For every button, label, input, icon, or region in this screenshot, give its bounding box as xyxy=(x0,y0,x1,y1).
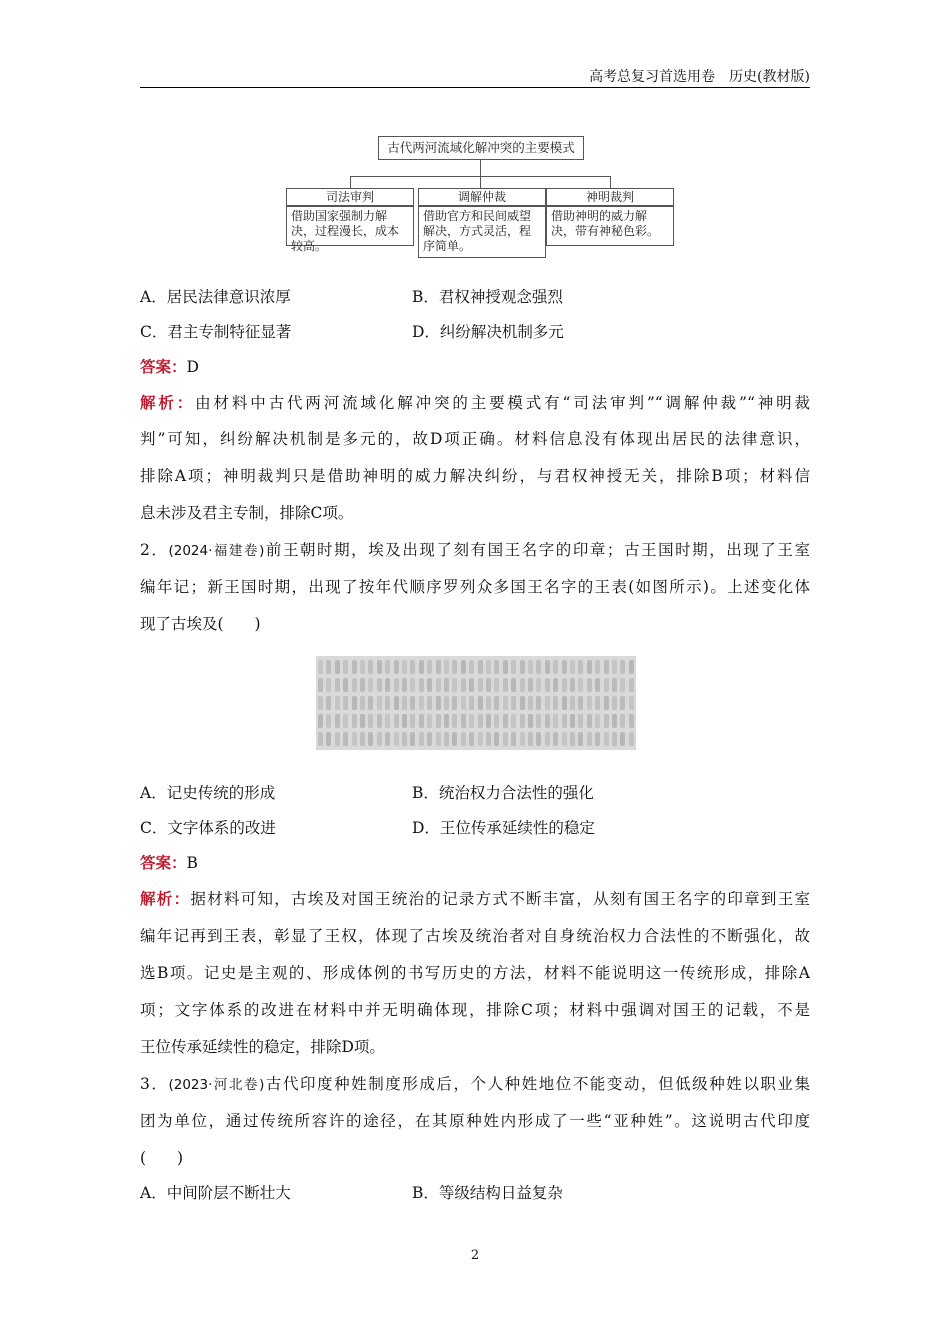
cartouche-glyph xyxy=(612,714,617,728)
cartouche-glyph xyxy=(461,696,466,710)
q2-option-b: B．统治权力合法性的强化 xyxy=(412,784,594,802)
cartouche-glyph xyxy=(553,714,558,728)
cartouche-glyph xyxy=(410,732,415,746)
cartouche-glyph xyxy=(562,660,567,674)
cartouche-glyph xyxy=(377,714,382,728)
q2-analysis-line: 解析：据材料可知，古埃及对国王统治的记录方式不断丰富，从刻有国王名字的印章到王室 xyxy=(140,889,810,908)
cartouche-glyph xyxy=(318,732,323,746)
cartouche-glyph xyxy=(553,678,558,692)
cartouche-glyph xyxy=(503,660,508,674)
cartouche-glyph xyxy=(436,696,441,710)
cartouche-glyph xyxy=(343,714,348,728)
cartouche-glyph xyxy=(410,660,415,674)
cartouche-glyph xyxy=(536,714,541,728)
q2-analysis-line: 王位传承延续性的稳定，排除D项。 xyxy=(140,1038,385,1056)
cartouche-glyph xyxy=(520,678,525,692)
cartouche-glyph xyxy=(486,678,491,692)
cartouche-glyph xyxy=(394,714,399,728)
cartouche-glyph xyxy=(335,678,340,692)
q3-stem-line: 团为单位，通过传统所容许的途径，在其原种姓内形成了一些“亚种姓”。这说明古代印度 xyxy=(140,1112,810,1130)
cartouche-glyph xyxy=(494,732,499,746)
cartouche-glyph xyxy=(419,660,424,674)
cartouche-glyph xyxy=(562,732,567,746)
diagram-connector xyxy=(350,176,351,188)
cartouche-glyph xyxy=(578,732,583,746)
cartouche-glyph xyxy=(545,660,550,674)
answer-label: 答案： xyxy=(140,357,187,376)
cartouche-glyph xyxy=(478,660,483,674)
cartouche-glyph xyxy=(352,696,357,710)
cartouche-glyph xyxy=(326,696,331,710)
cartouche-glyph xyxy=(469,714,474,728)
cartouche-glyph xyxy=(377,660,382,674)
cartouche-glyph xyxy=(545,714,550,728)
cartouche-glyph xyxy=(478,678,483,692)
diagram-body-mediation: 借助官方和民间威望解决，方式灵活，程序简单。 xyxy=(418,206,546,258)
cartouche-glyph xyxy=(486,660,491,674)
cartouche-glyph xyxy=(528,678,533,692)
cartouche-glyph xyxy=(427,696,432,710)
cartouche-glyph xyxy=(486,696,491,710)
q2-stem-line: 编年记；新王国时期，出现了按年代顺序罗列众多国王名字的王表(如图所示)。上述变化体 xyxy=(140,578,810,596)
cartouche-glyph xyxy=(377,732,382,746)
q1-answer xyxy=(140,357,199,377)
cartouche-glyph xyxy=(444,696,449,710)
diagram-connector xyxy=(480,160,481,176)
cartouche-glyph xyxy=(478,696,483,710)
q1-analysis-line: 排除A项；神明裁判只是借助神明的威力解决纠纷，与君权神授无关，排除B项；材料信 xyxy=(140,467,810,485)
cartouche-glyph xyxy=(570,696,575,710)
cartouche-glyph xyxy=(444,678,449,692)
q2-answer xyxy=(140,853,198,873)
cartouche-glyph xyxy=(452,696,457,710)
q1-analysis-line: 息未涉及君主专制，排除C项。 xyxy=(140,504,354,522)
cartouche-glyph xyxy=(587,660,592,674)
cartouche-glyph xyxy=(469,678,474,692)
cartouche-glyph xyxy=(620,660,625,674)
q1-option-d: D．纠纷解决机制多元 xyxy=(412,323,564,341)
cartouche-glyph xyxy=(343,678,348,692)
cartouche-glyph xyxy=(318,714,323,728)
cartouche-glyph xyxy=(562,714,567,728)
cartouche-glyph xyxy=(352,714,357,728)
king-list-row xyxy=(316,730,636,748)
cartouche-glyph xyxy=(394,732,399,746)
cartouche-glyph xyxy=(368,660,373,674)
cartouche-glyph xyxy=(629,732,634,746)
diagram-heading-judicial: 司法审判 xyxy=(286,188,414,206)
cartouche-glyph xyxy=(352,660,357,674)
cartouche-glyph xyxy=(377,696,382,710)
cartouche-glyph xyxy=(444,714,449,728)
cartouche-glyph xyxy=(478,714,483,728)
q1-option-a: A．居民法律意识浓厚 xyxy=(140,288,291,306)
cartouche-glyph xyxy=(402,660,407,674)
header-rule xyxy=(140,87,810,88)
cartouche-glyph xyxy=(629,696,634,710)
cartouche-glyph xyxy=(578,696,583,710)
cartouche-glyph xyxy=(620,732,625,746)
q1-analysis-line: 判”可知，纠纷解决机制是多元的，故D项正确。材料信息没有体现出居民的法律意识， xyxy=(140,430,810,448)
cartouche-glyph xyxy=(360,696,365,710)
cartouche-glyph xyxy=(427,678,432,692)
cartouche-glyph xyxy=(326,660,331,674)
cartouche-glyph xyxy=(612,660,617,674)
cartouche-glyph xyxy=(402,732,407,746)
cartouche-glyph xyxy=(368,696,373,710)
cartouche-glyph xyxy=(570,714,575,728)
q1-option-c: C．君主专制特征显著 xyxy=(140,323,292,341)
cartouche-glyph xyxy=(436,660,441,674)
cartouche-glyph xyxy=(360,732,365,746)
q2-option-c: C．文字体系的改进 xyxy=(140,819,276,837)
cartouche-glyph xyxy=(427,732,432,746)
analysis-label: 解析： xyxy=(140,889,191,908)
cartouche-glyph xyxy=(528,732,533,746)
cartouche-glyph xyxy=(587,678,592,692)
answer-value: B xyxy=(186,854,198,872)
cartouche-glyph xyxy=(520,660,525,674)
cartouche-glyph xyxy=(326,714,331,728)
cartouche-glyph xyxy=(629,678,634,692)
cartouche-glyph xyxy=(410,678,415,692)
king-list-row xyxy=(316,712,636,730)
cartouche-glyph xyxy=(503,696,508,710)
cartouche-glyph xyxy=(419,714,424,728)
cartouche-glyph xyxy=(595,714,600,728)
cartouche-glyph xyxy=(494,714,499,728)
cartouche-glyph xyxy=(469,660,474,674)
cartouche-glyph xyxy=(410,696,415,710)
cartouche-glyph xyxy=(486,732,491,746)
cartouche-glyph xyxy=(452,714,457,728)
diagram-heading-mediation: 调解仲裁 xyxy=(418,188,546,206)
cartouche-glyph xyxy=(511,678,516,692)
cartouche-glyph xyxy=(352,678,357,692)
cartouche-glyph xyxy=(511,732,516,746)
cartouche-glyph xyxy=(385,732,390,746)
q3-option-a: A．中间阶层不断壮大 xyxy=(140,1184,291,1202)
question-number: 3． xyxy=(140,1075,169,1093)
cartouche-glyph xyxy=(604,660,609,674)
cartouche-glyph xyxy=(394,660,399,674)
cartouche-glyph xyxy=(511,696,516,710)
cartouche-glyph xyxy=(545,696,550,710)
cartouche-glyph xyxy=(326,678,331,692)
cartouche-glyph xyxy=(536,696,541,710)
cartouche-glyph xyxy=(604,732,609,746)
cartouche-glyph xyxy=(536,660,541,674)
question-source: (2023·河北卷) xyxy=(168,1077,265,1093)
cartouche-glyph xyxy=(360,714,365,728)
cartouche-glyph xyxy=(402,678,407,692)
cartouche-glyph xyxy=(604,696,609,710)
cartouche-glyph xyxy=(595,732,600,746)
diagram-connector xyxy=(480,176,481,188)
cartouche-glyph xyxy=(343,660,348,674)
cartouche-glyph xyxy=(452,678,457,692)
cartouche-glyph xyxy=(604,714,609,728)
q2-option-d: D．王位传承延续性的稳定 xyxy=(412,819,595,837)
king-list-row xyxy=(316,658,636,676)
cartouche-glyph xyxy=(503,714,508,728)
cartouche-glyph xyxy=(335,714,340,728)
cartouche-glyph xyxy=(511,714,516,728)
cartouche-glyph xyxy=(578,714,583,728)
cartouche-glyph xyxy=(368,678,373,692)
cartouche-glyph xyxy=(419,696,424,710)
cartouche-glyph xyxy=(318,696,323,710)
cartouche-glyph xyxy=(436,732,441,746)
cartouche-glyph xyxy=(587,732,592,746)
cartouche-glyph xyxy=(360,678,365,692)
cartouche-glyph xyxy=(461,714,466,728)
cartouche-glyph xyxy=(444,732,449,746)
cartouche-glyph xyxy=(318,678,323,692)
cartouche-glyph xyxy=(318,660,323,674)
cartouche-glyph xyxy=(360,660,365,674)
cartouche-glyph xyxy=(620,696,625,710)
cartouche-glyph xyxy=(612,732,617,746)
cartouche-glyph xyxy=(545,678,550,692)
king-list-row xyxy=(316,694,636,712)
cartouche-glyph xyxy=(595,696,600,710)
cartouche-glyph xyxy=(595,660,600,674)
cartouche-glyph xyxy=(427,660,432,674)
q2-stem-line: 2．(2024·福建卷)前王朝时期，埃及出现了刻有国王名字的印章；古王国时期，出现了王室 xyxy=(140,541,810,559)
cartouche-glyph xyxy=(494,696,499,710)
q3-stem-line: 3．(2023·河北卷)古代印度种姓制度形成后，个人种姓地位不能变动，但低级种姓以职业集 xyxy=(140,1075,810,1093)
conflict-resolution-diagram xyxy=(284,134,666,258)
diagram-body-divine: 借助神明的威力解决，带有神秘色彩。 xyxy=(546,206,674,246)
cartouche-glyph xyxy=(503,732,508,746)
cartouche-glyph xyxy=(335,732,340,746)
diagram-connector xyxy=(610,176,611,188)
cartouche-glyph xyxy=(343,696,348,710)
cartouche-glyph xyxy=(335,696,340,710)
cartouche-glyph xyxy=(377,678,382,692)
diagram-heading-divine: 神明裁判 xyxy=(546,188,674,206)
cartouche-glyph xyxy=(553,732,558,746)
cartouche-glyph xyxy=(520,714,525,728)
cartouche-glyph xyxy=(486,714,491,728)
cartouche-glyph xyxy=(410,714,415,728)
cartouche-glyph xyxy=(536,678,541,692)
answer-label: 答案： xyxy=(140,853,187,872)
cartouche-glyph xyxy=(394,678,399,692)
diagram-body-judicial: 借助国家强制力解决，过程漫长，成本较高。 xyxy=(286,206,414,246)
cartouche-glyph xyxy=(452,732,457,746)
cartouche-glyph xyxy=(587,714,592,728)
cartouche-glyph xyxy=(620,714,625,728)
cartouche-glyph xyxy=(436,678,441,692)
answer-value: D xyxy=(186,358,199,376)
analysis-label: 解析： xyxy=(140,393,196,412)
cartouche-glyph xyxy=(461,732,466,746)
cartouche-glyph xyxy=(562,696,567,710)
cartouche-glyph xyxy=(494,678,499,692)
cartouche-glyph xyxy=(461,660,466,674)
q1-analysis-line: 解析：由材料中古代两河流域化解冲突的主要模式有“司法审判”“调解仲裁”“神明裁 xyxy=(140,393,810,412)
cartouche-glyph xyxy=(352,732,357,746)
king-list-row xyxy=(316,676,636,694)
cartouche-glyph xyxy=(402,714,407,728)
cartouche-glyph xyxy=(478,732,483,746)
question-number: 2． xyxy=(140,541,169,559)
running-header: 高考总复习首选用卷 历史(教材版) xyxy=(589,69,810,85)
cartouche-glyph xyxy=(385,678,390,692)
cartouche-glyph xyxy=(587,696,592,710)
page-number: 2 xyxy=(470,1248,480,1263)
cartouche-glyph xyxy=(326,732,331,746)
q3-option-b: B．等级结构日益复杂 xyxy=(412,1184,563,1202)
cartouche-glyph xyxy=(612,696,617,710)
cartouche-glyph xyxy=(444,660,449,674)
q2-analysis-line: 选B项。记史是主观的、形成体例的书写历史的方法，材料不能说明这一传统形成，排除A xyxy=(140,964,810,982)
cartouche-glyph xyxy=(570,660,575,674)
cartouche-glyph xyxy=(553,660,558,674)
cartouche-glyph xyxy=(612,678,617,692)
cartouche-glyph xyxy=(402,696,407,710)
cartouche-glyph xyxy=(570,678,575,692)
question-source: (2024·福建卷) xyxy=(168,543,265,559)
cartouche-glyph xyxy=(335,660,340,674)
cartouche-glyph xyxy=(629,714,634,728)
q2-option-a: A．记史传统的形成 xyxy=(140,784,276,802)
cartouche-glyph xyxy=(528,696,533,710)
cartouche-glyph xyxy=(570,732,575,746)
cartouche-glyph xyxy=(343,732,348,746)
cartouche-glyph xyxy=(368,714,373,728)
cartouche-glyph xyxy=(620,678,625,692)
cartouche-glyph xyxy=(469,732,474,746)
egyptian-king-list-image xyxy=(316,656,636,750)
cartouche-glyph xyxy=(528,714,533,728)
cartouche-glyph xyxy=(419,732,424,746)
cartouche-glyph xyxy=(385,696,390,710)
cartouche-glyph xyxy=(578,660,583,674)
cartouche-glyph xyxy=(520,696,525,710)
cartouche-glyph xyxy=(419,678,424,692)
cartouche-glyph xyxy=(553,696,558,710)
diagram-title: 古代两河流域化解冲突的主要模式 xyxy=(378,136,584,160)
cartouche-glyph xyxy=(520,732,525,746)
cartouche-glyph xyxy=(595,678,600,692)
cartouche-glyph xyxy=(368,732,373,746)
cartouche-glyph xyxy=(427,714,432,728)
q1-option-b: B．君权神授观念强烈 xyxy=(412,288,563,306)
q2-analysis-line: 编年记再到王表，彰显了王权，体现了古埃及统治者对自身统治权力合法性的不断强化，故 xyxy=(140,927,810,945)
cartouche-glyph xyxy=(452,660,457,674)
cartouche-glyph xyxy=(562,678,567,692)
cartouche-glyph xyxy=(604,678,609,692)
cartouche-glyph xyxy=(385,714,390,728)
cartouche-glyph xyxy=(629,660,634,674)
q3-stem-line: ( ) xyxy=(140,1149,184,1167)
q2-stem-line: 现了古埃及( ) xyxy=(140,615,261,633)
cartouche-glyph xyxy=(469,696,474,710)
cartouche-glyph xyxy=(545,732,550,746)
q2-analysis-line: 项；文字体系的改进在材料中并无明确体现，排除C项；材料中强调对国王的记载，不是 xyxy=(140,1001,810,1019)
cartouche-glyph xyxy=(511,660,516,674)
cartouche-glyph xyxy=(394,696,399,710)
cartouche-glyph xyxy=(528,660,533,674)
cartouche-glyph xyxy=(536,732,541,746)
cartouche-glyph xyxy=(385,660,390,674)
cartouche-glyph xyxy=(578,678,583,692)
cartouche-glyph xyxy=(503,678,508,692)
cartouche-glyph xyxy=(436,714,441,728)
cartouche-glyph xyxy=(494,660,499,674)
cartouche-glyph xyxy=(461,678,466,692)
